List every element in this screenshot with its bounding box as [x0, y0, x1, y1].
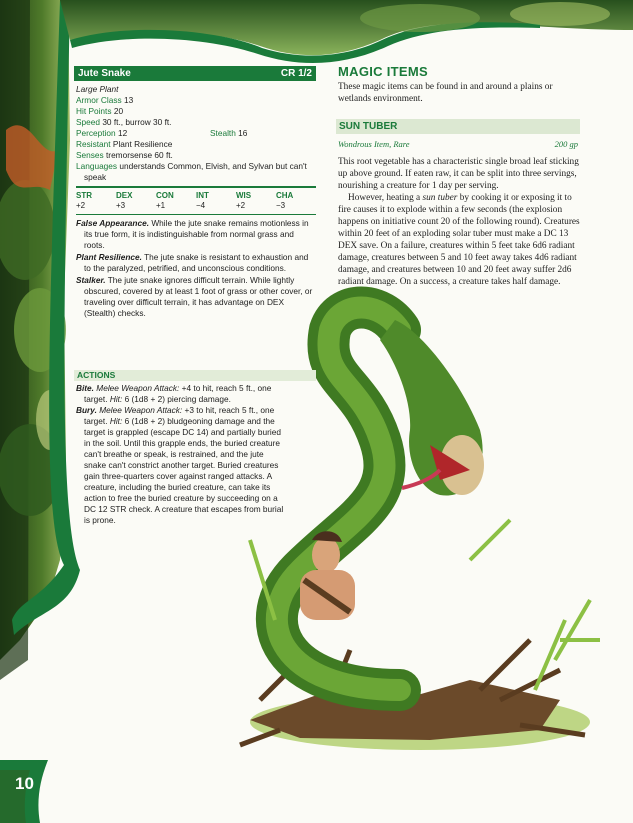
action-text: 6 (1d8 + 2) piercing damage.: [124, 394, 231, 404]
ability-mod: +2: [76, 200, 86, 210]
creature-type: Large Plant: [76, 84, 119, 94]
item-subheader: [338, 139, 578, 149]
challenge-rating: CR 1/2: [280, 68, 312, 79]
ability-scores: [76, 191, 316, 211]
trait: [76, 252, 316, 274]
ability-name: CON: [156, 190, 174, 200]
divider: [76, 214, 316, 216]
item-paragraph: [338, 192, 580, 288]
divider: [76, 186, 316, 188]
ability-name: DEX: [116, 190, 133, 200]
trait: [76, 218, 316, 251]
statblock: [76, 84, 316, 320]
item-paragraph: This root vegetable has a characteristic single broad leaf sticking up above ground. If eaten raw, it can be split into three servings, nourishing a creature for 1 day per serving.: [338, 157, 579, 191]
trait: [76, 275, 316, 319]
hit-points-value: 20: [113, 106, 124, 116]
speed-value: 30 ft., burrow 30 ft.: [102, 117, 172, 127]
trait-text: The jute snake is resistant to exhaustion and to the paralyzed, petrified, and unconscious conditions.: [84, 252, 309, 273]
statblock-header: [74, 66, 316, 81]
languages-value: understands Common, Elvish, and Sylvan but can't speak: [84, 161, 307, 182]
ability-name: INT: [196, 190, 209, 200]
action-name: Bite.: [76, 383, 94, 393]
ability-name: WIS: [236, 190, 252, 200]
hit-points-label: Hit Points: [76, 106, 112, 116]
item-text: However, heating a: [348, 193, 423, 203]
action-name: Bury.: [76, 405, 97, 415]
hit-label: Hit:: [109, 416, 123, 426]
perception-label: Perception: [76, 128, 116, 138]
resistant-label: Resistant: [76, 139, 111, 149]
page-number: 10: [15, 774, 34, 793]
ability-mod: +2: [236, 200, 246, 210]
item-name-emphasis: sun tuber: [422, 193, 458, 203]
attack-type: Melee Weapon Attack:: [99, 405, 183, 415]
speed-label: Speed: [76, 117, 100, 127]
item-header: SUN TUBER: [336, 119, 580, 134]
trait-name: Stalker.: [76, 275, 106, 285]
armor-class-value: 13: [123, 95, 134, 105]
languages-label: Languages: [76, 161, 118, 171]
ability-name: CHA: [276, 190, 294, 200]
trait-text: While the jute snake remains motionless in its true form, it is indistinguishable from normal grass and roots.: [84, 218, 309, 250]
hit-label: Hit:: [109, 394, 123, 404]
actions-header: ACTIONS: [74, 370, 316, 381]
resistant-value: Plant Resilience: [112, 139, 173, 149]
section-intro: These magic items can be found in and around a plains or wetlands environment.: [338, 82, 553, 104]
trait-name: False Appearance.: [76, 218, 150, 228]
ability-name: STR: [76, 190, 92, 200]
stealth-label: Stealth: [210, 128, 236, 138]
item-price: 200 gp: [554, 139, 578, 149]
action: [76, 383, 286, 405]
item-type: Wondrous Item, Rare: [338, 139, 410, 149]
ability-mod: −4: [196, 200, 206, 210]
section-title: MAGIC ITEMS: [338, 64, 428, 79]
ability-mod: +1: [156, 200, 166, 210]
trait-name: Plant Resilience.: [76, 252, 142, 262]
stealth-value: 16: [238, 128, 248, 138]
action-text: 6 (1d8 + 2) bludgeoning damage and the target is grappled (escape DC 14) and partially buried in the soil. Until this grapple ends, the buried creature can't breathe or speak, is restrained, and the jute snake can't constrict another target. Buried creatures gain three-quarters cover against ranged attacks. A creature, including the buried creature, can take its action to free the buried creature by succeeding on a DC 12 STR check. A creature that escapes from burial is prone.: [84, 416, 284, 525]
action-text: +3 to hit, reach 5 ft., one target.: [84, 405, 275, 426]
action-text: +4 to hit, reach 5 ft., one target.: [84, 383, 272, 404]
senses-value: tremorsense 60 ft.: [106, 150, 173, 160]
actions-list: [76, 383, 286, 526]
armor-class-label: Armor Class: [76, 95, 122, 105]
ability-mod: +3: [116, 200, 126, 210]
attack-type: Melee Weapon Attack:: [96, 383, 180, 393]
perception-value: 12: [117, 128, 128, 138]
action: [76, 405, 286, 526]
trait-text: The jute snake ignores difficult terrain. While lightly obscured, covered by at least 1 foot of grass or other cover, or traveling over difficult terrain, it has advantage on DEX (Stealth) checks.: [84, 275, 313, 318]
creature-name: Jute Snake: [78, 68, 131, 79]
item-text: by cooking it or exposing it to fire causes it to explode within a few seconds (the explosion happens on initiative count 20 of the following round). Creatures within 20 feet of an exploding solar tuber must make a DC 13 DEX save. On a failure, creatures within 5 feet take 6d6 radiant damage, creatures between 5 and 10 feet away takes 4d6 radiant damage, and creatures between 10 and 20 feet away suffer 2d6 radiant damage. On a success, a creature takes half damage.: [338, 193, 580, 287]
ability-mod: −3: [276, 200, 286, 210]
item-description: [338, 156, 580, 288]
senses-label: Senses: [76, 150, 104, 160]
